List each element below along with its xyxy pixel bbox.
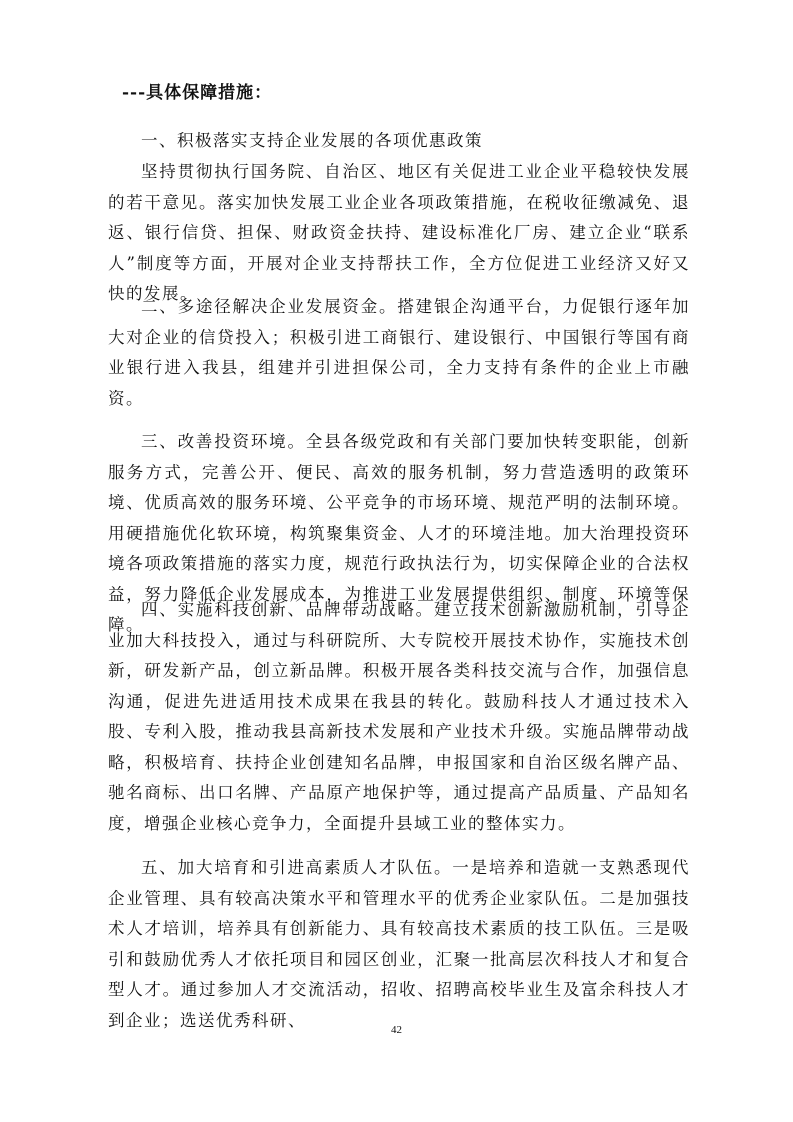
paragraph-measure-1-title: 一、积极落实支持企业发展的各项优惠政策 xyxy=(141,131,483,150)
page-number: 42 xyxy=(391,1024,402,1036)
paragraph-measure-5: 五、加大培育和引进高素质人才队伍。一是培养和造就一支熟悉现代企业管理、具有较高决策水平和管理水平的优秀企业家队伍。二是加强技术人才培训，培养具有创新能力、具有较高技术素质的技工队伍。三是吸引和鼓励优秀人才依托项目和园区创业，汇聚一批高层次科技人才和复合型人才。通过参加人才交流活动，招收、招聘高校毕业生及富余科技人才到企业；选送优秀科研、 xyxy=(108,858,690,1030)
paragraph-measure-4: 四、实施科技创新、品牌带动战略。建立技术创新激励机制，引导企业加大科技投入，通过与科研院所、大专院校开展技术协作，实施技术创新，研发新产品，创立新品牌。积极开展各类科技交流与合作，加强信息沟通，促进先进适用技术成果在我县的转化。鼓励科技人才通过技术入股、专利入股，推动我县高新技术发展和产业技术升级。实施品牌带动战略，积极培育、扶持企业创建知名品牌，申报国家和自治区级名牌产品、驰名商标、出口名牌、产品原产地保护等，通过提高产品质量、产品知名度，增强企业核心竞争力，全面提升县域工业的整体实力。 xyxy=(108,600,690,833)
section-heading: ---具体保障措施： xyxy=(122,83,273,103)
paragraph-measure-3: 三、改善投资环境。全县各级党政和有关部门要加快转变职能，创新服务方式，完善公开、便民、高效的服务机制，努力营造透明的政策环境、优质高效的服务环境、公平竞争的市场环境、规范严明的法制环境。用硬措施优化软环境，构筑聚集资金、人才的环境洼地。加大治理投资环境各项政策措施的落实力度，规范行政执法行为，切实保障企业的合法权益，努力降低企业发展成本，为推进工业发展提供组织、制度、环境等保障。 xyxy=(108,432,690,634)
paragraph-measure-1-body: 坚持贯彻执行国务院、自治区、地区有关促进工业企业平稳较快发展的若干意见。落实加快发展工业企业各项政策措施，在税收征缴减免、退返、银行信贷、担保、财政资金扶持、建设标准化厂房、建立企业“联系人”制度等方面，开展对企业支持帮扶工作，全方位促进工业经济又好又快的发展。 xyxy=(108,162,690,303)
paragraph-measure-2: 二、多途径解决企业发展资金。搭建银企沟通平台，力促银行逐年加大对企业的信贷投入；积极引进工商银行、建设银行、中国银行等国有商业银行进入我县，组建并引进担保公司，全力支持有条件的企业上市融资。 xyxy=(108,297,690,408)
